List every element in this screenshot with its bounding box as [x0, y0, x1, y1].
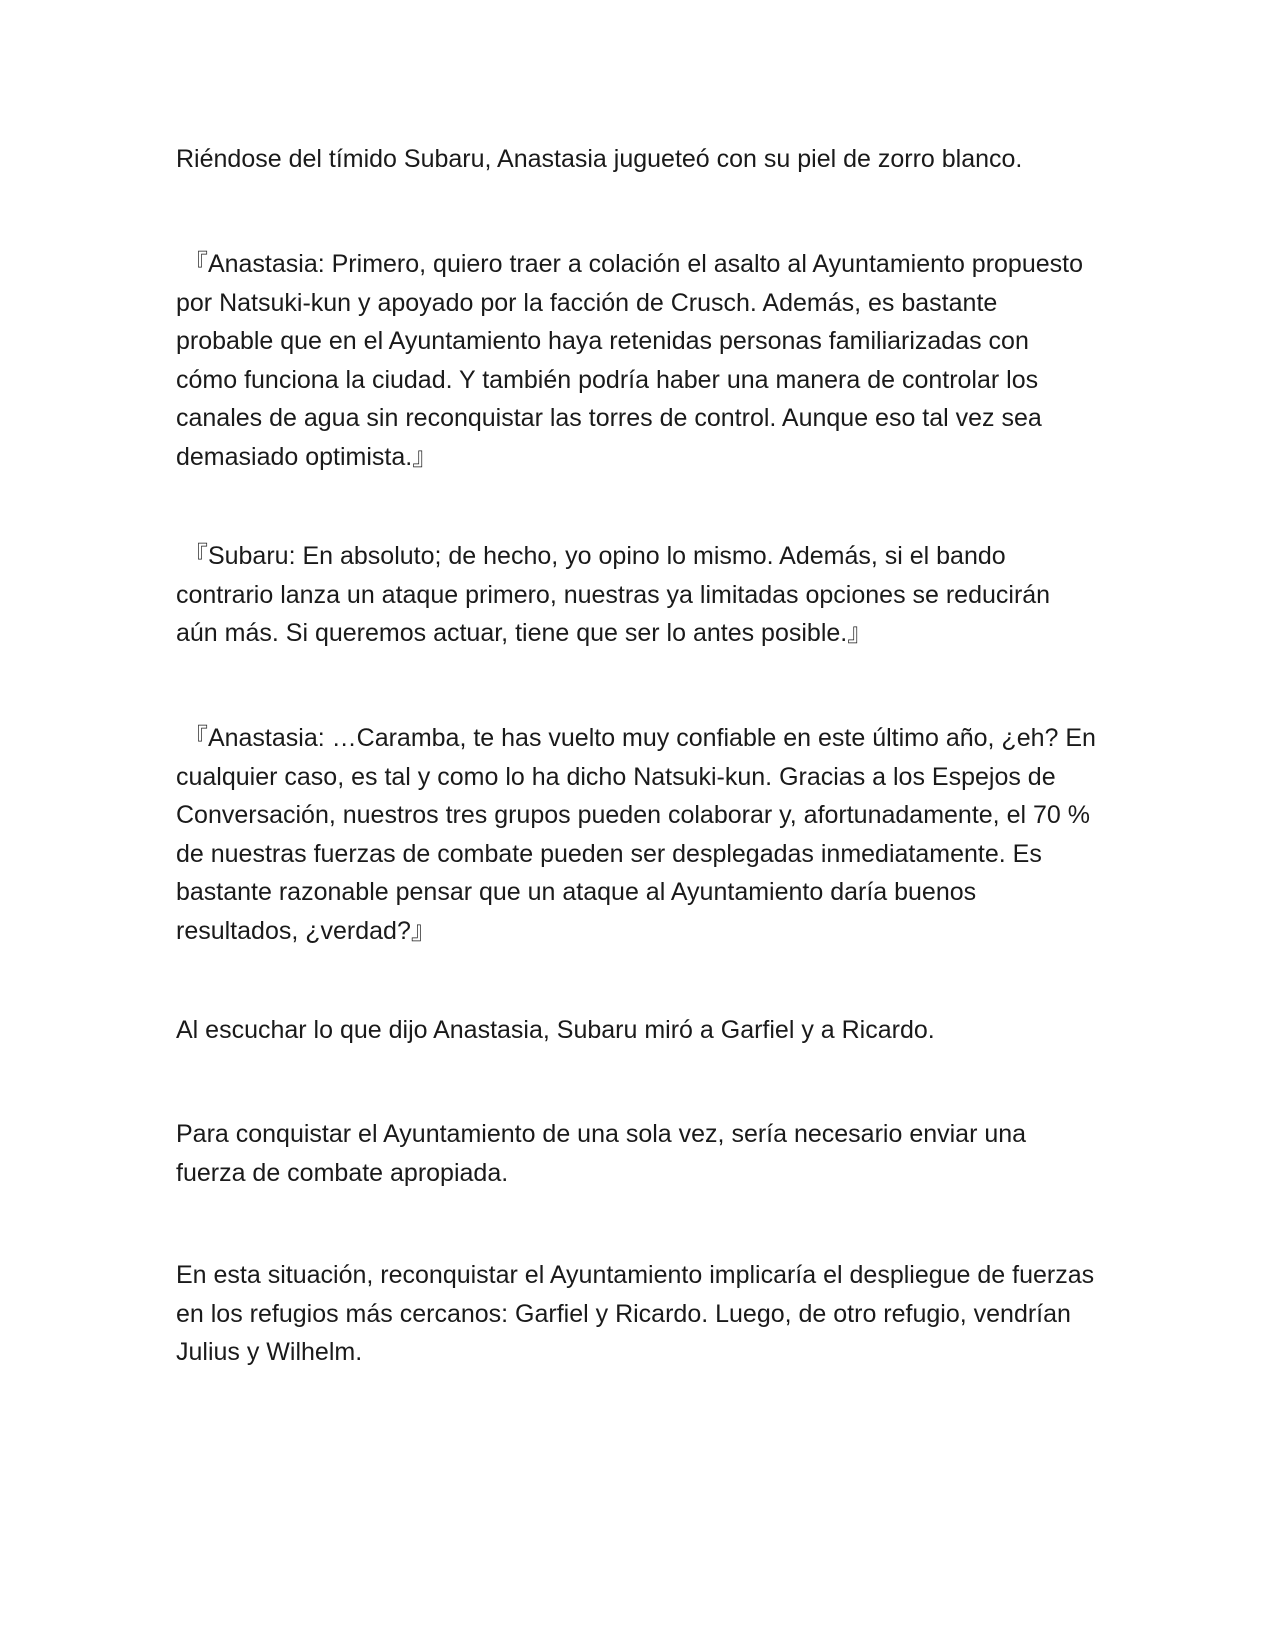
dialogue-paragraph-subaru: 『Subaru: En absoluto; de hecho, yo opino lo mismo. Además, si el bando contrario lanza un ataque primero, nuestras ya limitadas opciones se reducirán aún más. Si queremos actuar, tiene que ser lo antes posible.』: [176, 542, 1058, 647]
narration-paragraph: Para conquistar el Ayuntamiento de una sola vez, sería necesario enviar una fuerza de combate apropiada.: [176, 1120, 1034, 1187]
dialogue-paragraph-anastasia: 『Anastasia: Primero, quiero traer a colación el asalto al Ayuntamiento propuesto por Natsuki-kun y apoyado por la facción de Crusch. Además, es bastante probable que en el Ayuntamiento haya retenidas personas familiarizadas con cómo funciona la ciudad. Y también podría haber una manera de controlar los canales de agua sin reconquistar las torres de control. Aunque eso tal vez sea demasiado optimista.』: [176, 250, 1090, 471]
narration-paragraph: Riéndose del tímido Subaru, Anastasia jugueteó con su piel de zorro blanco.: [176, 145, 1023, 173]
dialogue-paragraph-anastasia-2: 『Anastasia: …Caramba, te has vuelto muy confiable en este último año, ¿eh? En cualquier caso, es tal y como lo ha dicho Natsuki-kun. Gracias a los Espejos de Conversación, nuestros tres grupos pueden colaborar y, afortunadamente, el 70 % de nuestras fuerzas de combate pueden ser desplegadas inmediatamente. Es bastante razonable pensar que un ataque al Ayuntamiento daría buenos resultados, ¿verdad?』: [176, 724, 1103, 945]
narration-paragraph: En esta situación, reconquistar el Ayuntamiento implicaría el despliegue de fuerzas en los refugios más cercanos: Garfiel y Ricardo. Luego, de otro refugio, vendrían Julius y Wilhelm.: [176, 1261, 1102, 1366]
narration-paragraph: Al escuchar lo que dijo Anastasia, Subaru miró a Garfiel y a Ricardo.: [176, 1016, 935, 1044]
